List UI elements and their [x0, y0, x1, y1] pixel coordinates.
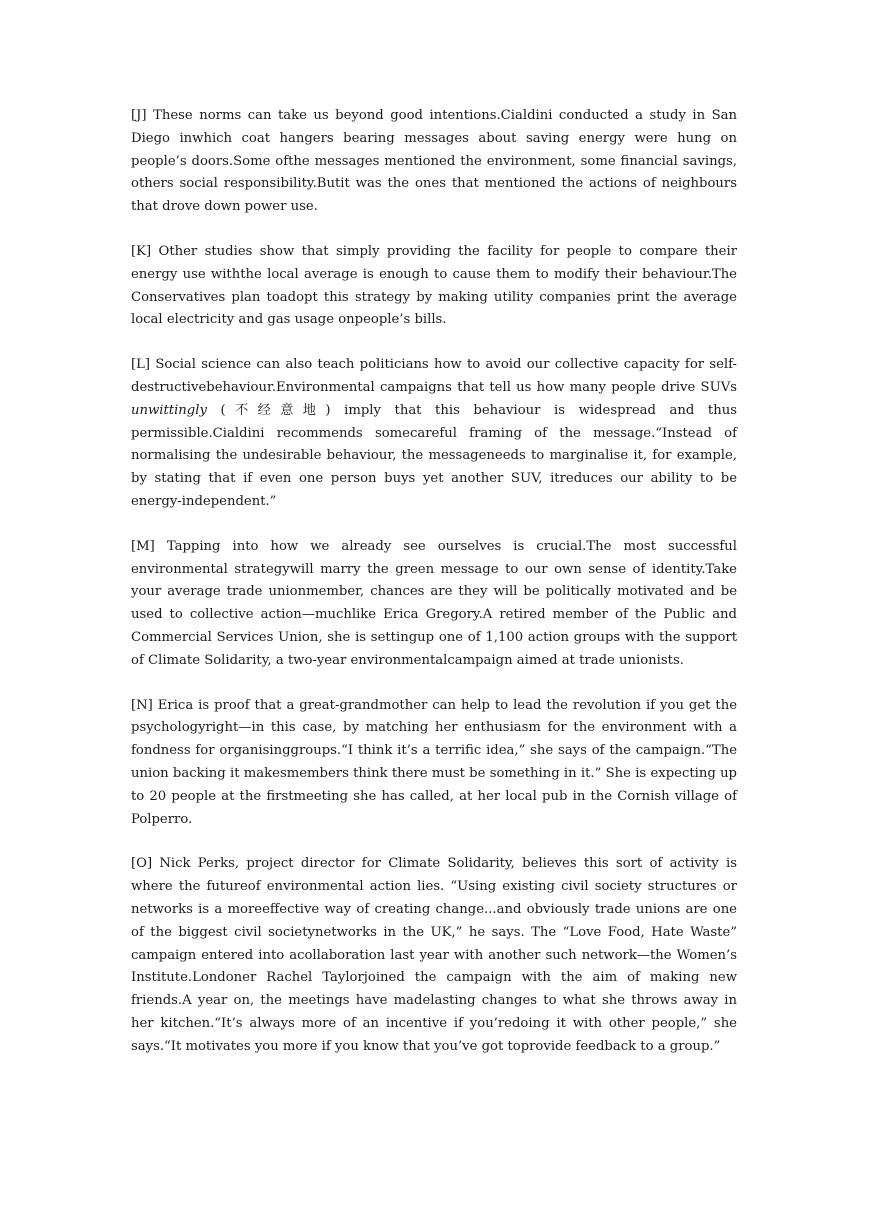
italic-term-unwittingly: unwittingly — [131, 402, 207, 418]
document-page — [131, 105, 737, 1080]
paragraph-l — [131, 354, 737, 514]
paragraph-m: [M] Tapping into how we already see ourselves is crucial.The most successful environmental strategywill marry the green message to our own sense of identity.Take your average trade unionmember, chances are they will be politically motivated and be used to collective action—muchlike Erica Gregory.A retired member of the Public and Commercial Services Union, she is settingup one of 1,100 action groups with the support of Climate Solidarity, a two-year environmentalcampaign aimed at trade unionists. — [131, 538, 737, 668]
paragraph-j: [J] These norms can take us beyond good intentions.Cialdini conducted a study in San Diego inwhich coat hangers bearing messages about saving energy were hung on people’s doors.Some ofthe messages mentioned the environment, some financial savings, others social responsibility.Butit was the ones that mentioned the actions of neighbours that drove down power use. — [131, 108, 737, 215]
paragraph-k: [K] Other studies show that simply providing the facility for people to compare their energy use withthe local average is enough to cause them to modify their behaviour.The Conservatives plan toadopt this strategy by making utility companies print the average local electricity and gas usage onpeople’s bills. — [131, 243, 737, 328]
paragraph-l-text-after: (不经意地) imply that this behaviour is widespread and thus permissible.Cialdini recommends somecareful framing of the message.“Instead of normalising the undesirable behaviour, the messageneeds to marginalise it, for example, by stating that if even one person buys yet another SUV, itreduces our ability to be energy-independent.” — [131, 402, 737, 509]
paragraph-n: [N] Erica is proof that a great-grandmother can help to lead the revolution if you get the psychologyright—in this case, by matching her enthusiasm for the environment with a fondness for organisinggroups.“I think it’s a terrific idea,” she says of the campaign.“The union backing it makesmembers think there must be something in it.” She is expecting up to 20 people at the firstmeeting she has called, at her local pub in the Cornish village of Polperro. — [131, 697, 737, 827]
paragraph-o: [O] Nick Perks, project director for Climate Solidarity, believes this sort of activity is where the futureof environmental action lies. “Using existing civil society structures or networks is a moreeffective way of creating change...and obviously trade unions are one of the biggest civil societynetworks in the UK,” he says. The “Love Food, Hate Waste” campaign entered into acollaboration last year with another such network—the Women’s Institute.Londoner Rachel Taylorjoined the campaign with the aim of making new friends.A year on, the meetings have madelasting changes to what she throws away in her kitchen.“It’s always more of an incentive if you’redoing it with other people,” she says.“It motivates you more if you know that you’ve got toprovide feedback to a group.” — [131, 856, 737, 1054]
paragraph-l-text-before: [L] Social science can also teach politicians how to avoid our collective capacity for self-destructivebehaviour.Environmental campaigns that tell us how many people drive SUVs — [131, 357, 737, 395]
